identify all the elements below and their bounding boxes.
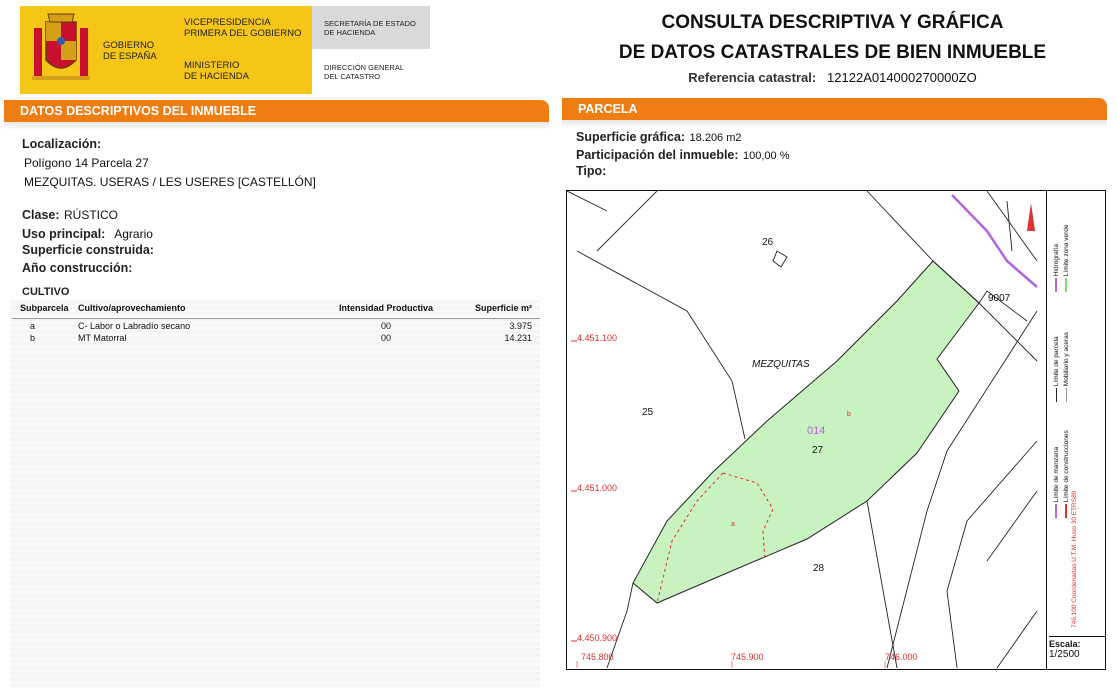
coat-of-arms-icon (26, 12, 96, 86)
cadastral-map[interactable] (566, 190, 1106, 670)
anio-construccion-label: Año construcción: (22, 261, 133, 275)
uso-row: Uso principal: Agrario (22, 227, 153, 241)
section-title-parcela: PARCELA (562, 98, 1107, 120)
tipo-label: Tipo: (576, 164, 607, 178)
referencia-catastral: Referencia catastral: 12122A014000270000ZO (688, 70, 977, 85)
x-tick-label: 746.000 (885, 652, 918, 662)
place-label-mezquitas: MEZQUITAS (752, 359, 810, 370)
parcel-label-27: 27 (812, 445, 824, 456)
localizacion-line1: Polígono 14 Parcela 27 (24, 156, 149, 170)
cell-cultivo: C- Labor o Labradío secano (78, 321, 191, 331)
legend-manzana: Límite de manzana (1053, 447, 1060, 518)
table-row (16, 320, 536, 332)
subparcel-label-a: a (731, 521, 735, 528)
superficie-construida-label: Superficie construida: (22, 243, 154, 257)
x-axis-ticks (577, 661, 885, 668)
cultivo-table (16, 302, 536, 344)
parcel-label-26: 26 (762, 237, 774, 248)
localizacion-line2: MEZQUITAS. USERAS / LES USERES [CASTELLÓN] (24, 175, 316, 189)
x-tick-label: 745.800 (581, 652, 614, 662)
col-superficie: Superficie m² (474, 303, 532, 313)
parcel-label-25: 25 (642, 407, 654, 418)
legend-construcciones: Límite de construcciones (1063, 430, 1070, 518)
polygon-code-014: 014 (807, 425, 826, 437)
cell-intensidad: 00 (380, 333, 391, 343)
cell-cultivo: MT Matorral (78, 333, 127, 343)
secretaria-label: SECRETARÍA DE ESTADO DE HACIENDA (324, 19, 416, 37)
section-shadow (562, 120, 1107, 128)
page-title: CONSULTA DESCRIPTIVA Y GRÁFICA DE DATOS CATASTRALES DE BIEN INMUEBLE (618, 12, 1047, 63)
legend-hidrografia: Hidrografía (1053, 244, 1060, 292)
map-legend (1046, 190, 1107, 670)
table-row (16, 332, 536, 344)
legend-parcela: Límite de parcela (1053, 336, 1060, 402)
y-tick-label: 4.451.100 (577, 333, 618, 343)
parcel-label-28: 28 (813, 563, 825, 574)
x-tick-label: 745.900 (731, 652, 764, 662)
cell-superficie: 14.231 (504, 333, 532, 343)
section-shadow (4, 122, 549, 130)
cell-subparcela: b (30, 333, 36, 343)
north-arrow-icon (1027, 203, 1035, 231)
superficie-grafica-row: Superficie gráfica: 18.206 m2 (576, 130, 742, 144)
legend-zona-verde: Límite zona verde (1063, 225, 1070, 292)
section-title-datos: DATOS DESCRIPTIVOS DEL INMUEBLE (4, 100, 549, 122)
legend-mobiliario: Mobiliario y aceras (1063, 332, 1070, 402)
direccion-label: DIRECCIÓN GENERAL DEL CATASTRO (324, 63, 405, 81)
map-drawing (567, 191, 1104, 668)
col-intensidad: Intensidad Productiva (338, 303, 434, 313)
parcel-27-area (633, 261, 979, 603)
gobierno-label: GOBIERNO DE ESPAÑA (103, 40, 157, 62)
legend-coordinates: 746.100 Coordenadas U.T.M. Huso 30 ETRS89 (1071, 490, 1078, 628)
y-tick-label: 4.450.900 (577, 633, 618, 643)
clase-row: Clase: RÚSTICO (22, 208, 118, 222)
cell-superficie: 3.975 (509, 321, 532, 331)
subparcel-label-b: b (847, 411, 851, 418)
scale-box: Escala: 1/2500 (1049, 636, 1105, 660)
parcel-label-9007: 9007 (988, 293, 1011, 304)
localizacion-label: Localización: (22, 137, 102, 151)
col-subparcela: Subparcela (20, 303, 69, 313)
cultivo-title: CULTIVO (22, 286, 70, 298)
vicepresidencia-label: VICEPRESIDENCIA PRIMERA DEL GOBIERNO (184, 17, 302, 39)
participacion-row: Participación del inmueble: 100,00 % (576, 148, 790, 162)
ministerio-label: MINISTERIO DE HACIENDA (184, 60, 249, 82)
col-cultivo: Cultivo/aprovechamiento (78, 303, 186, 313)
cultivo-area (10, 300, 540, 688)
cell-subparcela: a (30, 321, 36, 331)
cell-intensidad: 00 (380, 321, 391, 331)
hydrography-line (952, 195, 1037, 287)
y-tick-label: 4.451.000 (577, 483, 618, 493)
